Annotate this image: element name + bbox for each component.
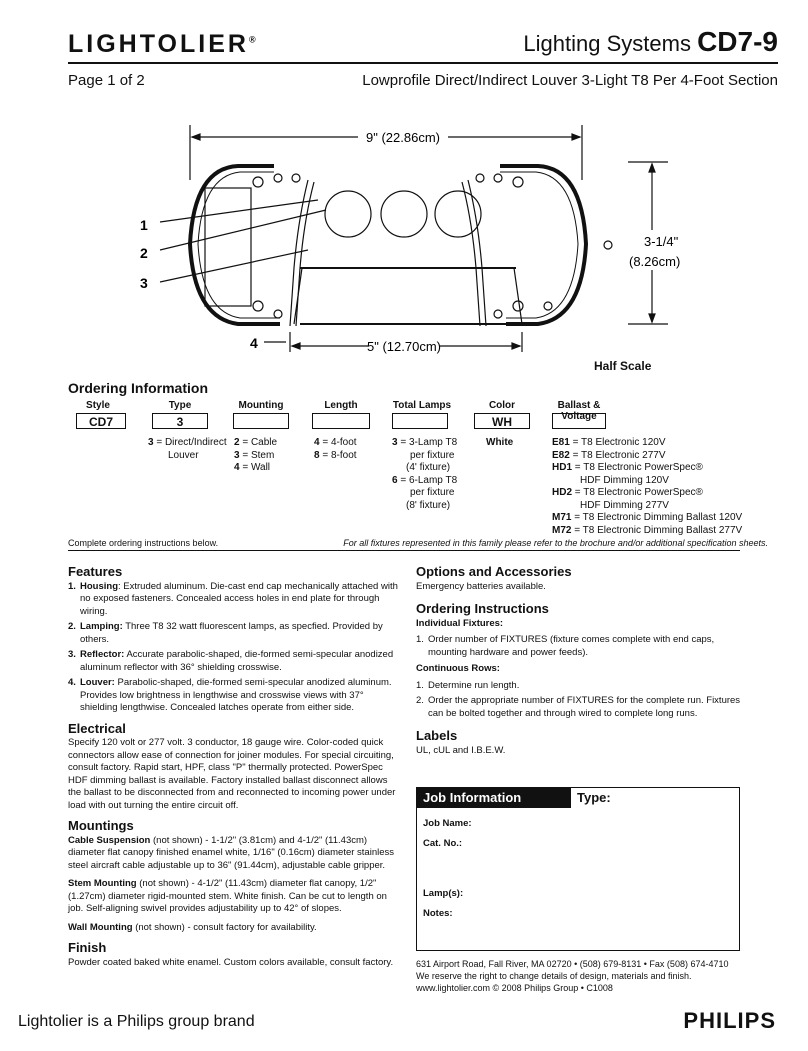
height-dimension-label-metric: (8.26cm) (629, 254, 681, 269)
product-subtitle: Lowprofile Direct/Indirect Louver 3-Light T8 Per 4-Foot Section (362, 72, 778, 89)
total-lamps-field[interactable] (392, 413, 448, 429)
job-information-box (416, 787, 740, 951)
callout-4: 4 (250, 335, 258, 351)
option-line: M72 = T8 Electronic Dimming Ballast 277V (552, 524, 743, 536)
option-line: (8' fixture) (406, 499, 451, 511)
option-line: 3 = 3-Lamp T8 (392, 437, 458, 448)
mounting-item: Wall Mounting (not shown) - consult factory for availability. (68, 921, 317, 933)
callout-1: 1 (140, 217, 148, 233)
ballast-field[interactable] (552, 413, 606, 429)
lamp-options (392, 437, 457, 512)
job-information-header: Job Information (417, 788, 571, 808)
left-column (68, 560, 398, 975)
list-item: 1. Housing: Extruded aluminum. Die-cast end cap mechanically attached with no exposed fasteners. Concealed access holes in end plate for through wiring. (68, 580, 398, 617)
option-line: HDF Dimming 277V (580, 499, 669, 511)
type-header: Type (168, 400, 192, 411)
option-line: 4 = Wall (234, 462, 271, 473)
notes-field[interactable]: Notes: (423, 908, 453, 919)
features-title: Features (68, 564, 123, 579)
option-line: 3 = Stem (234, 449, 275, 461)
list-item: 3. Reflector: Accurate parabolic-shaped, die-formed semi-specular anodized aluminum reflector with 36° shielding crosswise. (68, 649, 394, 673)
scale-note: Half Scale (594, 359, 652, 373)
mounting-item: Stem Mounting (not shown) - 4-1/2" (11.43cm) diameter flat canopy, 1/2" (1.27cm) diameter rigid-mounted stem. White finish. Can be cut to length on job. Self-aligning swivel provides adjustability up to 42° of slopes. (68, 878, 387, 914)
mounting-header: Mounting (238, 400, 284, 411)
philips-logo: PHILIPS (683, 1008, 776, 1033)
list-item: 1. Order number of FIXTURES (fixture comes complete with end caps, mounting hardware and power feeds). (416, 634, 715, 658)
labels-text: UL, cUL and I.B.E.W. (416, 744, 506, 756)
brand-line: Lightolier is a Philips group brand (18, 1013, 255, 1030)
mounting-options (234, 437, 277, 475)
finish-title: Finish (68, 940, 107, 955)
style-header: Style (86, 400, 110, 411)
option-line: 8 = 8-foot (314, 449, 357, 461)
height-dimension-label: 3-1/4" (644, 234, 679, 249)
job-type-label[interactable]: Type: (577, 790, 611, 805)
option-line: HD1 = T8 Electronic PowerSpec® (552, 462, 703, 473)
option-line: 6 = 6-Lamp T8 (392, 474, 458, 486)
callout-2: 2 (140, 245, 148, 261)
option-line: HD2 = T8 Electronic PowerSpec® (552, 487, 703, 498)
style-field: CD7 (76, 413, 126, 429)
lightolier-logo: LIGHTOLIER® (68, 30, 256, 58)
ordering-title: Ordering Information (68, 380, 208, 396)
system-title: Lighting Systems CD7-9 (523, 26, 778, 57)
section-rule (68, 550, 740, 551)
option-line: per fixture (410, 449, 455, 461)
type-options (148, 437, 227, 462)
length-options (314, 437, 357, 462)
electrical-text: Specify 120 volt or 277 volt. 3 conductor, 18 gauge wire. Color-coded quick connectors allow ease of connection for joiner modules. For special circuiting, consult factory. Rapid start, HPF, class "P" thermally protected. PowerSpec HDF dimming ballast is available. Factory installed ballast disconnect allows the ballast to be disconnected from and reconnected to incoming power under load with out turning the entire circuit off. (68, 737, 396, 811)
option-line: (4' fixture) (406, 462, 451, 473)
model-number: CD7-9 (697, 26, 778, 57)
list-item: 2. Lamping: Three T8 32 watt fluorescent lamps, as specfied. Provided by others. (68, 621, 383, 645)
color-options (486, 437, 513, 450)
ordering-note: Complete ordering instructions below. (68, 538, 219, 548)
options-text: Emergency batteries available. (416, 580, 546, 592)
option-line: E82 = T8 Electronic 277V (552, 449, 666, 461)
company-address: 631 Airport Road, Fall River, MA 02720 • (508) 679-8131 • Fax (508) 674-4710 We reserve the right to change details of design, materials and finish. www.lightolier.com © 2008 Philips Group • C1008 (416, 959, 729, 993)
continuous-title: Continuous Rows: (416, 663, 500, 674)
options-title: Options and Accessories (416, 564, 572, 579)
total-lamps-header: Total Lamps (392, 400, 452, 411)
mounting-field[interactable] (233, 413, 289, 429)
features-list (68, 581, 398, 715)
individual-title: Individual Fixtures: (416, 617, 504, 629)
labels-title: Labels (416, 728, 458, 743)
option-line: Louver (168, 449, 199, 461)
width-dimension-label: 9" (22.86cm) (366, 130, 440, 145)
option-line: M71 = T8 Electronic Dimming Ballast 120V (552, 512, 743, 523)
callout-3: 3 (140, 275, 148, 291)
option-line: HDF Dimming 120V (580, 474, 669, 486)
length-header: Length (324, 400, 358, 411)
list-item: 4. Louver: Parabolic-shaped, die-formed semi-specular anodized aluminum. Provides low brightness in lengthwise and crosswise views with 37° shielding lengthwise. Concealed latches operate from either side. (68, 677, 392, 713)
individual-list (416, 634, 741, 659)
option-line: White (486, 437, 514, 448)
fixture-cross-section-diagram (68, 110, 688, 365)
lamps-field[interactable]: Lamp(s): (423, 888, 464, 899)
bottom-dimension-label: 5" (12.70cm) (367, 339, 441, 354)
mountings-title: Mountings (68, 818, 134, 833)
option-line: per fixture (410, 487, 455, 498)
color-header: Color (488, 400, 516, 411)
job-name-field[interactable]: Job Name: (423, 818, 472, 829)
instructions-title: Ordering Instructions (416, 601, 549, 616)
website-link[interactable]: www.lightolier.com © 2008 Philips Group • C1008 (416, 983, 613, 993)
option-line: E81 = T8 Electronic 120V (552, 437, 666, 448)
brochure-note: For all fixtures represented in this family please refer to the brochure and/or additional specification sheets. (343, 538, 768, 548)
mounting-item: Cable Suspension (not shown) - 1-1/2" (3.81cm) and 4-1/2" (11.43cm) diameter flat canopy finished enamel white, 1/16" (0.16cm) diameter stainless steel aircraft cable adjustable up to 36" (91.44cm), adjustable cable gripper. (68, 834, 395, 871)
type-field: 3 (152, 413, 208, 429)
page-number: Page 1 of 2 (68, 72, 145, 89)
cat-no-field[interactable]: Cat. No.: (423, 838, 463, 849)
right-column (416, 560, 741, 763)
continuous-list (416, 680, 741, 721)
ballast-header: Ballast & Voltage (557, 400, 601, 422)
color-field: WH (474, 413, 530, 429)
ballast-options (552, 437, 742, 537)
electrical-title: Electrical (68, 720, 126, 736)
length-field[interactable] (312, 413, 370, 429)
list-item: 2. Order the appropriate number of FIXTURES for the complete run. Fixtures can be bolted together and through wired to complete long runs. (416, 695, 741, 719)
option-line: 2 = Cable (234, 437, 278, 448)
header-rule (68, 62, 778, 64)
finish-text: Powder coated baked white enamel. Custom colors available, consult factory. (68, 956, 394, 968)
option-line: 3 = Direct/Indirect (148, 437, 227, 448)
option-line: 4 = 4-foot (314, 437, 357, 448)
list-item: 1. Determine run length. (416, 679, 520, 691)
